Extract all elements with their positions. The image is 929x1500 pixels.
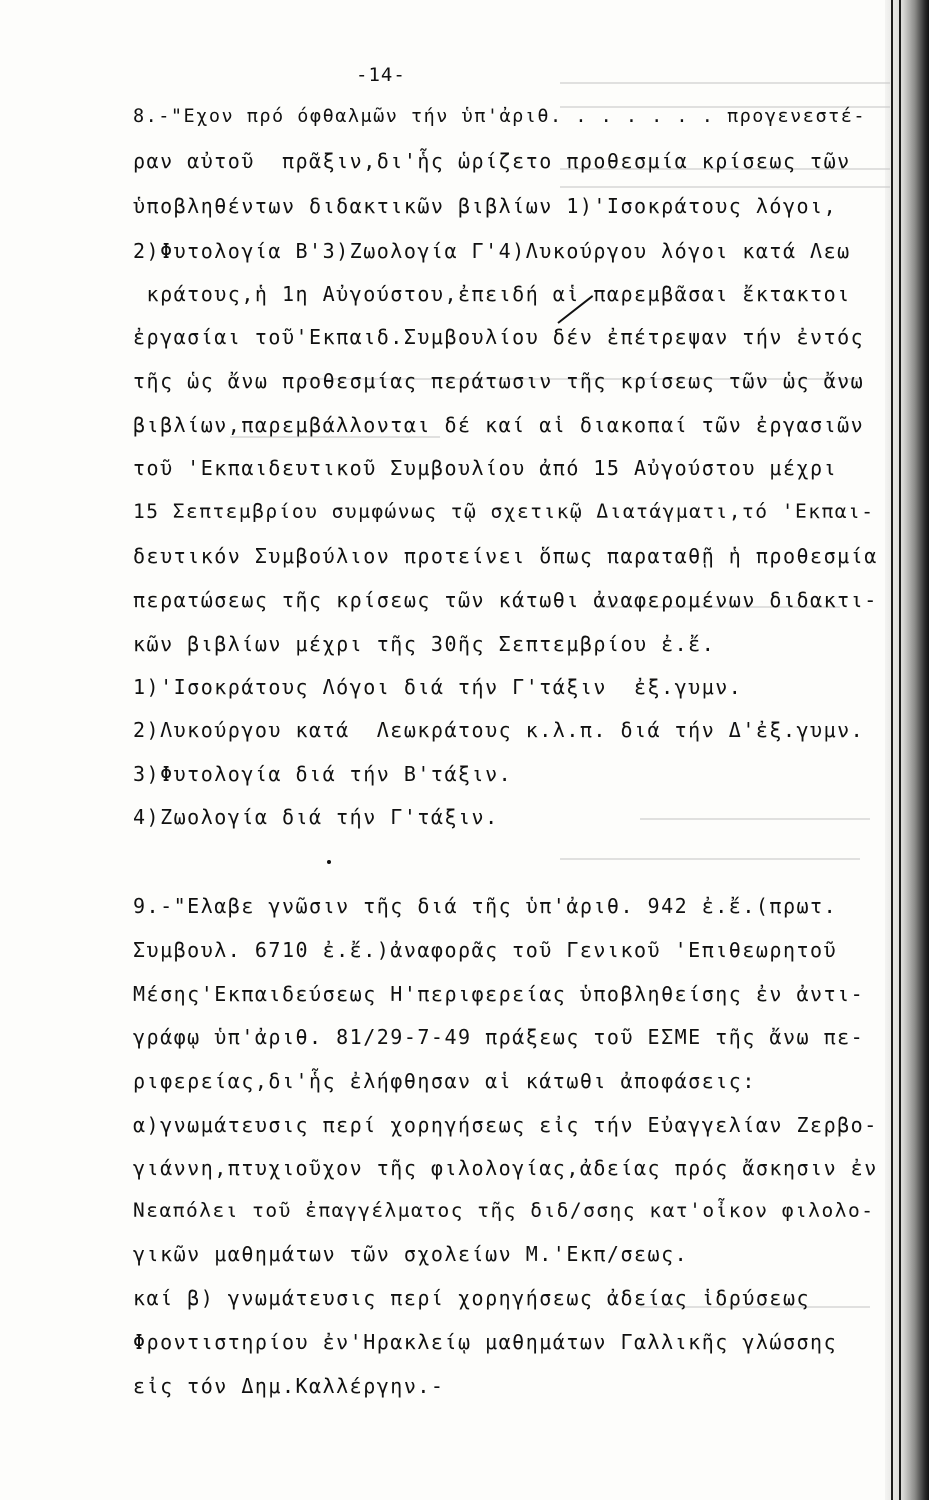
- text-line: 2)Φυτολογία Β'3)Ζωολογία Γ'4)Λυκούργου λόγοι κατά Λεω: [133, 239, 851, 263]
- text-line: Συμβουλ. 6710 ἐ.ἔ.)ἀναφορᾶς τοῦ Γενικοῦ 'Επιθεωρητοῦ: [133, 938, 838, 962]
- text-line: γιάννη,πτυχιοῦχον τῆς φιλολογίας,ἀδείας πρός ἄσκησιν ἐν: [133, 1156, 878, 1180]
- ink-dot: [327, 860, 331, 864]
- text-line: 15 Σεπτεμβρίου συμφώνως τῷ σχετικῷ Διατάγματι,τό 'Εκπαι-: [133, 500, 875, 523]
- text-line: καί β) γνωμάτευσις περί χορηγήσεως ἀδείας ἱδρύσεως: [133, 1286, 811, 1310]
- bleed-through-line: [560, 82, 890, 84]
- text-line: γικῶν μαθημάτων τῶν σχολείων Μ.'Εκπ/σεως.: [133, 1242, 689, 1266]
- bleed-through-line: [560, 186, 890, 188]
- text-line: 9.-"Ελαβε γνῶσιν τῆς διά τῆς ὑπ'ἀριθ. 942 ἐ.ἔ.(πρωτ.: [133, 894, 838, 918]
- list-item: 2)Λυκούργου κατά Λεωκράτους κ.λ.π. διά τήν Δ'ἐξ.γυμν.: [133, 718, 865, 742]
- text-line: ὑποβληθέντων διδακτικῶν βιβλίων 1)'Ισοκράτους λόγοι,: [133, 194, 838, 218]
- text-line: Φροντιστηρίου ἐν'Ηρακλείῳ μαθημάτων Γαλλικῆς γλώσσης: [133, 1330, 838, 1354]
- text-line: Μέσης'Εκπαιδεύσεως Η'περιφερείας ὑποβληθείσης ἐν ἀντι-: [133, 982, 865, 1006]
- scan-edge-line: [899, 0, 901, 1500]
- text-line: τῆς ὡς ἄνω προθεσμίας περάτωσιν τῆς κρίσεως τῶν ὡς ἄνω: [133, 369, 865, 393]
- text-line: κράτους,ἡ 1η Αὐγούστου,ἐπειδή αἱ παρεμβᾶσαι ἔκτακτοι: [133, 282, 851, 306]
- text-line: α)γνωμάτευσις περί χορηγήσεως εἰς τήν Εὐαγγελίαν Ζερβο-: [133, 1113, 878, 1137]
- bleed-through-line: [640, 818, 870, 820]
- text-line: τοῦ 'Εκπαιδευτικοῦ Συμβουλίου ἀπό 15 Αὐγούστου μέχρι: [133, 456, 838, 480]
- list-item: 1)'Ισοκράτους Λόγοι διά τήν Γ'τάξιν ἐξ.γυμν.: [133, 675, 743, 699]
- text-line: 8.-"Εχον πρό όφθαλμῶν τήν ὑπ'ἀριθ. . . . . . . προγενεστέ-: [133, 106, 867, 127]
- text-line: ἐργασίαι τοῦ'Εκπαιδ.Συμβουλίου δέν ἐπέτρεψαν τήν ἐντός: [133, 325, 865, 349]
- bleed-through-line: [560, 858, 860, 860]
- text-line: ριφερείας,δι'ἧς ἐλήφθησαν αἱ κάτωθι ἀποφάσεις:: [133, 1069, 756, 1093]
- scan-edge-line: [891, 0, 893, 1500]
- text-line: κῶν βιβλίων μέχρι τῆς 30ῆς Σεπτεμβρίου ἐ.ἔ.: [133, 632, 716, 656]
- text-line: βιβλίων,παρεμβάλλονται δέ καί αἱ διακοπαί τῶν ἐργασιῶν: [133, 413, 865, 437]
- list-item: 3)Φυτολογία διά τήν Β'τάξιν.: [133, 762, 513, 786]
- text-line: εἰς τόν Δημ.Καλλέργην.-: [133, 1374, 445, 1398]
- list-item: 4)Ζωολογία διά τήν Γ'τάξιν.: [133, 805, 499, 829]
- text-line: ραν αὐτοῦ πρᾶξιν,δι'ἧς ὡρίζετο προθεσμία κρίσεως τῶν: [133, 149, 851, 173]
- page-number: -14-: [356, 64, 406, 86]
- text-line: δευτικόν Συμβούλιον προτείνει ὅπως παραταθῇ ἡ προθεσμία: [133, 544, 878, 568]
- text-line: Νεαπόλει τοῦ ἐπαγγέλματος τῆς διδ/σσης κατ'οἶκον φιλολο-: [133, 1199, 875, 1222]
- text-line: γράφῳ ὑπ'ἀριθ. 81/29-7-49 πράξεως τοῦ ΕΣΜΕ τῆς ἄνω πε-: [133, 1025, 865, 1049]
- text-line: περατώσεως τῆς κρίσεως τῶν κάτωθι ἀναφερομένων διδακτι-: [133, 588, 878, 612]
